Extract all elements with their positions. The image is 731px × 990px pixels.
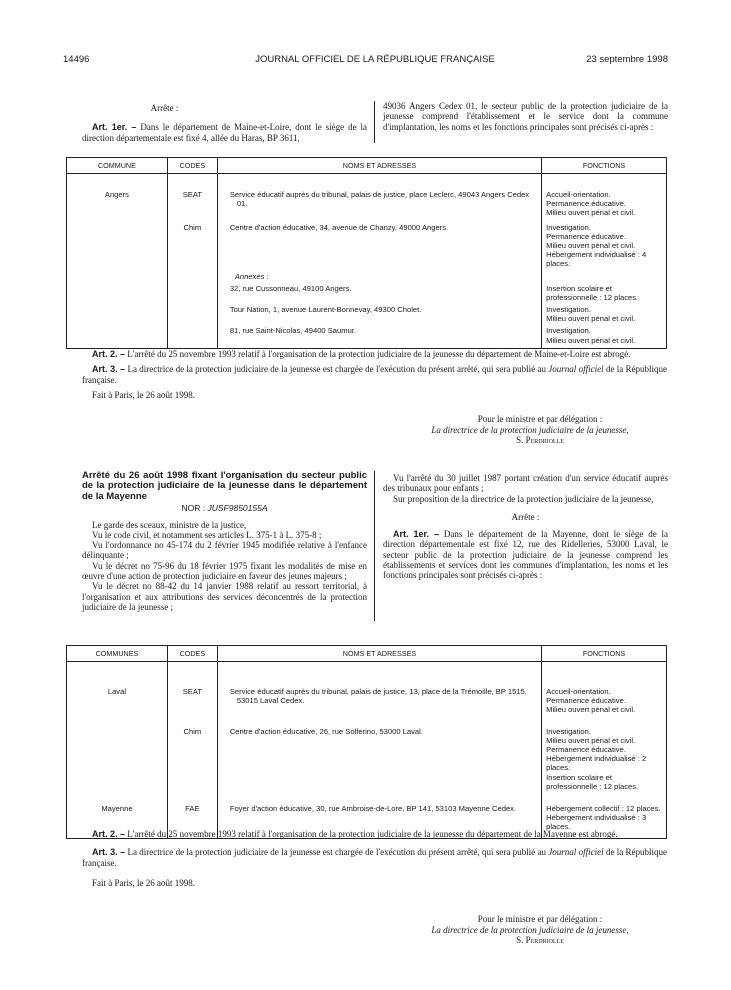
article-body-end: de la République française.: [82, 847, 668, 868]
preamble-paragraph: Vu le décret no 75-96 du 18 février 1975 fixant les modalités de mise en œuvre d'une action de protection judiciaire en faveur des jeunes majeurs ;: [82, 560, 367, 581]
col-header-fonctions: FONCTIONS: [542, 646, 667, 662]
preamble-paragraph: Vu l'arrêté du 30 juillet 1987 portant création d'un service éducatif auprès des tribunaux pour enfants ;: [383, 473, 668, 494]
cell-commune: Mayenne: [67, 791, 168, 838]
article-body: La directrice de la protection judiciaire de la jeunesse est chargée de l'exécution du présent arrêté, qui sera publié au: [127, 364, 546, 375]
cell-nom: Tour Nation, 1, avenue Laurent-Bonnevay, 49300 Cholet.: [217, 302, 541, 323]
decree1-signature: [410, 414, 670, 446]
table-row: [67, 174, 667, 218]
fonction-item: Milieu ouvert pénal et civil.: [546, 241, 636, 251]
article-label: Art. 1er. –: [393, 529, 440, 540]
cell-commune: [67, 218, 168, 269]
annexes-label: Annexes :: [234, 271, 269, 281]
cell-nom: Centre d'action éducative, 26, rue Solferino, 53000 Laval.: [217, 715, 541, 791]
fonction-item: Hébergement individualisé : 2 places.: [546, 754, 647, 773]
decree2-right-column: [383, 473, 668, 581]
fonction-item: Milieu ouvert pénal et civil.: [546, 314, 636, 324]
page-number: 14496: [63, 54, 90, 65]
cell-nom: Centre d'action éducative, 34, avenue de Chanzy, 49000 Angers.: [217, 218, 541, 269]
journal-title: JOURNAL OFFICIEL DE LA RÉPUBLIQUE FRANÇAISE: [255, 54, 495, 65]
fonction-item: Permanence éducative.: [546, 231, 626, 241]
col-header-commune: COMMUNE: [67, 158, 168, 174]
cell-code: Chim: [167, 218, 217, 269]
article-body: L'arrêté du 25 novembre 1993 relatif à l'organisation de la protection judiciaire de la jeunesse du département de Maine-et-Loire est abrogé.: [127, 349, 631, 359]
fonction-item: Milieu ouvert pénal et civil.: [546, 335, 636, 345]
signature-role: La directrice de la protection judiciaire de la jeunesse,: [431, 924, 629, 935]
cell-commune: Angers: [67, 174, 168, 218]
signature-delegation: Pour le ministre et par délégation :: [477, 414, 603, 424]
fonction-item: Permanence éducative.: [546, 745, 626, 755]
signature-delegation: Pour le ministre et par délégation :: [477, 914, 603, 924]
arrete-label: Arrête :: [150, 103, 179, 113]
preamble-paragraph: Le garde des sceaux, ministre de la justice,: [92, 519, 247, 530]
cell-commune: [67, 323, 168, 348]
decree1-left-column: [82, 103, 367, 143]
col-header-communes: COMMUNES: [67, 646, 168, 662]
fonction-item: Investigation.: [546, 726, 591, 736]
decree2-article2: [82, 829, 667, 839]
cell-fonctions: [542, 174, 667, 218]
fonction-item: Milieu ouvert pénal et civil.: [546, 735, 636, 745]
fait-a-paris: Fait à Paris, le 26 août 1998.: [92, 877, 195, 888]
article-body-end: de la République française.: [82, 364, 668, 385]
table-header-row: [67, 646, 667, 662]
signature-name: S. Perdriolle: [516, 935, 564, 945]
col-header-noms: NOMS ET ADRESSES: [217, 158, 541, 174]
article-body: Dans le département de la Mayenne, dont le siège de la direction départementale est fixé 12, rue des Ridelleries, 53000 Laval, le secteur public de la protection judiciaire de la jeunesse comprend les établissements et services dont les communes d'implantation, les noms et les fonctions principales sont précisés ci-après :: [383, 529, 668, 581]
journal-ref: Journal officiel: [548, 364, 604, 375]
decree2-table: [66, 645, 667, 839]
fonction-item: Permanence éducative.: [546, 696, 626, 706]
table-row: [67, 323, 667, 348]
table-row: [67, 715, 667, 791]
cell-nom: [217, 174, 541, 218]
decree2-article1-text: [383, 529, 668, 580]
cell-nom: 81, rue Saint-Nicolas, 49400 Saumur.: [217, 323, 541, 348]
fonction-item: Hébergement collectif : 12 places.: [546, 804, 661, 814]
fonction-item: Permanence éducative.: [546, 199, 626, 209]
cell-code: [167, 302, 217, 323]
cell-fonctions: [542, 323, 667, 348]
fonction-item: Insertion scolaire et professionnelle : 12 places.: [546, 283, 639, 302]
issue-date: 23 septembre 1998: [586, 54, 668, 65]
decree1-article3: [82, 364, 667, 385]
fait-a-paris: Fait à Paris, le 26 août 1998.: [92, 389, 195, 400]
column-divider: [374, 101, 375, 143]
article-label: Art. 2. –: [92, 349, 126, 359]
fonction-item: Hébergement individualisé : 3 places.: [546, 813, 647, 832]
decree1-article1-continued: 49036 Angers Cedex 01, le secteur public de la protection judiciaire de la jeunesse comprend l'établissement et le service dont la commune d'implantation, les noms et les fonctions principales sont précisés ci-après :: [383, 101, 668, 132]
cell-commune: [67, 715, 168, 791]
arrete-label: Arrête :: [511, 511, 540, 522]
cell-fonctions: [542, 662, 667, 715]
col-header-noms: NOMS ET ADRESSES: [217, 646, 541, 662]
table-row: [67, 269, 667, 302]
fonction-item: Insertion scolaire et professionnelle : 12 places.: [546, 772, 639, 791]
cell-nom: [217, 662, 541, 715]
fonction-item: Milieu ouvert pénal et civil.: [546, 208, 636, 218]
article-label: Art. 1er. –: [92, 122, 137, 133]
decree2-signature: [410, 914, 670, 946]
decree1-article2: [82, 349, 667, 359]
article-label: Art. 2. –: [92, 829, 126, 839]
nor-line: [82, 503, 367, 513]
preamble-paragraph: Sur proposition de la directrice de la protection judiciaire de la jeunesse,: [393, 493, 654, 504]
decree1-closing: [82, 349, 667, 400]
signature-role: La directrice de la protection judiciaire de la jeunesse,: [431, 424, 629, 435]
fonction-item: Investigation.: [546, 326, 591, 336]
fonction-item: Investigation.: [546, 222, 591, 232]
col-header-codes: CODES: [167, 158, 217, 174]
nom-text: Foyer d'action éducative, 30, rue Ambroise-de-Lore, BP 141, 53103 Mayenne Cedex.: [229, 804, 517, 814]
cell-commune: [67, 269, 168, 302]
cell-fonctions: [542, 302, 667, 323]
cell-code: Chim: [167, 715, 217, 791]
article-body: Dans le département de Maine-et-Loire, dont le siège de la direction départementale est fixé 4, allée du Haras, BP 3611,: [82, 122, 367, 143]
preamble-paragraph: Vu l'ordonnance no 45-174 du 2 février 1945 modifiée relative à l'enfance délinquante ;: [82, 540, 367, 561]
article-label: Art. 3. –: [92, 847, 126, 858]
cell-commune: Laval: [67, 662, 168, 715]
table-row: [67, 662, 667, 715]
fonction-item: Accueil-orientation.: [546, 190, 611, 199]
fonction-item: Investigation.: [546, 305, 591, 315]
col-header-fonctions: FONCTIONS: [542, 158, 667, 174]
nom-text: Service éducatif auprès du tribunal, palais de justice, place Leclerc, 49043 Angers Cedex 01.: [229, 190, 530, 209]
cell-code: SEAT: [167, 662, 217, 715]
cell-fonctions: [542, 269, 667, 302]
cell-code: [167, 269, 217, 302]
fonction-item: Hébergement individualisé : 4 places.: [546, 250, 647, 269]
cell-code: [167, 323, 217, 348]
journal-ref: Journal officiel: [548, 847, 604, 858]
cell-fonctions: [542, 715, 667, 791]
decree1-article1-text: [82, 122, 367, 143]
article-label: Art. 3. –: [92, 364, 126, 375]
preamble-paragraph: Vu le décret no 88-42 du 14 janvier 1988 relatif au ressort territorial, à l'organisation et aux attributions des services déconcentrés de la protection judiciaire de la jeunesse ;: [82, 581, 367, 612]
fonction-item: Accueil-orientation.: [546, 687, 611, 696]
article-body: L'arrêté du 25 novembre 1993 relatif à l'organisation de la protection judiciaire de la jeunesse du département de la Mayenne est abrogé.: [127, 829, 618, 839]
table-header-row: [67, 158, 667, 174]
table-row: [67, 302, 667, 323]
cell-nom: [217, 269, 541, 302]
cell-fonctions: [542, 218, 667, 269]
fonction-item: Milieu ouvert pénal et civil.: [546, 705, 636, 715]
signature-name: S. Perdriolle: [516, 435, 564, 445]
article-body: La directrice de la protection judiciaire de la jeunesse est chargée de l'exécution du présent arrêté, qui sera publié au: [127, 847, 546, 858]
decree2-article3: [82, 847, 667, 868]
preamble-paragraph: Vu le code civil, et notamment ses articles L. 375-1 à L. 375-8 ;: [92, 529, 322, 540]
decree1-table: [66, 157, 667, 349]
nor-label: NOR :: [181, 503, 206, 514]
col-header-codes: CODES: [167, 646, 217, 662]
nom-text: Service éducatif auprès du tribunal, palais de justice, 13, place de la Trémoille, BP 1515, 53015 Laval Cedex.: [229, 687, 527, 706]
column-divider: [374, 471, 375, 621]
cell-code: FAE: [167, 791, 217, 838]
decree2-left-column: [82, 471, 367, 612]
decree2-closing: [82, 829, 667, 888]
table-row: [67, 218, 667, 269]
nor-value: JUSF9850155A: [207, 503, 268, 514]
nom-text: 32, rue Cussonneau, 49100 Angers.: [229, 283, 352, 293]
cell-code: SEAT: [167, 174, 217, 218]
cell-commune: [67, 302, 168, 323]
decree1-right-column: [383, 101, 668, 132]
decree2-title: Arrêté du 26 août 1998 fixant l'organisation du secteur public de la protection judiciaire de la jeunesse dans le département de la Mayenne: [82, 470, 367, 502]
